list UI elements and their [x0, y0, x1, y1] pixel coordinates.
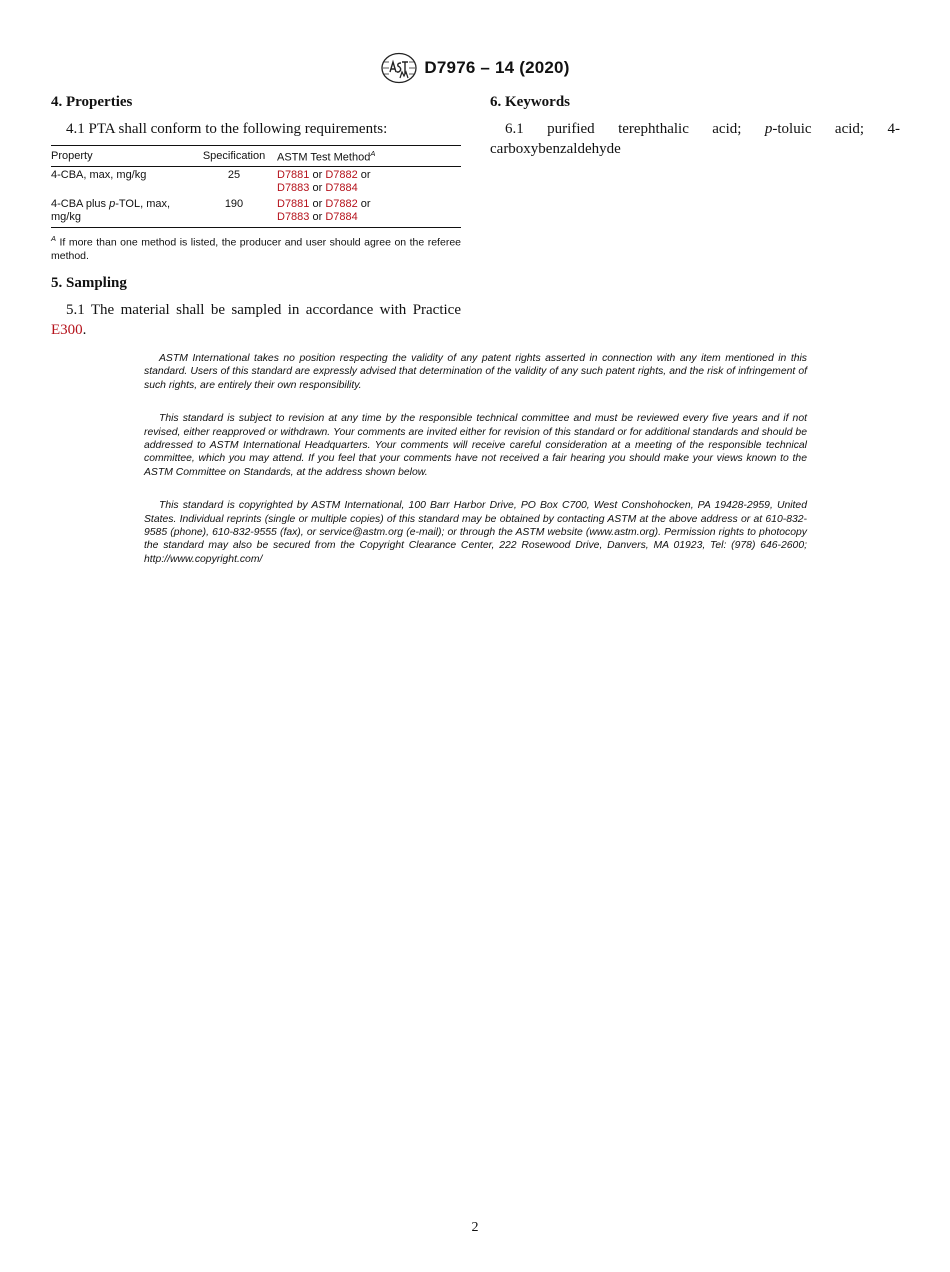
- cell-spec: 25: [227, 168, 241, 181]
- revision-notice: This standard is subject to revision at any time by the responsible technical committee and must be reviewed every five years and if not revised, either reapproved or withdrawn. Your comments are invited either for revision of this standard or for additional standards and should be addressed to ASTM International Headquarters. Your comments will receive careful consideration at a meeting of the responsible technical committee, which you may attend. If you feel that your comments have not received a fair hearing you should make your views known to the ASTM Committee on Standards, at the address shown below.: [144, 413, 807, 478]
- method-link-d7883[interactable]: D7883: [277, 182, 310, 195]
- property-text: -TOL, max, mg/kg: [51, 197, 171, 224]
- header-property: Property: [51, 146, 191, 167]
- property-text: 4-CBA, max, mg/kg: [51, 168, 147, 181]
- cell-property: [51, 166, 191, 196]
- section-5-1-text: 5.1 The material shall be sampled in accordance with Practice: [66, 302, 461, 319]
- table-row: [51, 166, 461, 196]
- footnote-marker: A: [370, 149, 376, 158]
- section-6-heading: 6. Keywords: [490, 94, 570, 110]
- section-5-heading: 5. Sampling: [51, 275, 127, 292]
- right-column: [490, 94, 900, 159]
- patent-notice: ASTM International takes no position respecting the validity of any patent rights asserted in connection with any item mentioned in this standard. Users of this standard are expressly advised that determination of the validity of any such patent rights, and the risk of infringement of such rights, are entirely their own responsibility.: [144, 353, 807, 391]
- property-text-italic: p: [109, 197, 116, 210]
- astm-logo-icon: [380, 52, 418, 84]
- footnote-marker: A: [51, 233, 57, 243]
- table-header-row: [51, 146, 461, 167]
- method-link-d7882[interactable]: D7882: [325, 168, 358, 181]
- method-separator: or: [309, 197, 326, 210]
- page-number: 2: [471, 1220, 479, 1235]
- requirements-table: [51, 145, 461, 228]
- practice-link-e300[interactable]: E300: [51, 322, 83, 339]
- method-link-d7884[interactable]: D7884: [325, 211, 358, 224]
- section-5-1-end: .: [82, 322, 87, 339]
- property-text: 4-CBA plus: [51, 197, 110, 210]
- method-separator: or: [309, 168, 326, 181]
- page-header: [0, 52, 950, 84]
- keywords-text: -toluic acid; 4-carboxybenzaldehyde: [490, 121, 900, 157]
- method-separator: or: [309, 182, 326, 195]
- method-separator: or: [309, 211, 326, 224]
- cell-methods: [277, 166, 461, 196]
- section-6-1-paragraph: [490, 119, 900, 159]
- method-link-d7884[interactable]: D7884: [325, 182, 358, 195]
- table-row: [51, 196, 461, 228]
- section-5-1-paragraph: [51, 300, 461, 340]
- document-id: D7976 – 14 (2020): [424, 58, 570, 77]
- method-link-d7883[interactable]: D7883: [277, 211, 310, 224]
- header-test-method: [277, 146, 461, 167]
- table-footnote: [51, 232, 461, 264]
- cell-spec: 190: [191, 196, 277, 228]
- legal-notices: [144, 352, 807, 586]
- keywords-text-italic: p: [764, 121, 773, 137]
- keywords-text: 6.1 purified terephthalic acid;: [505, 121, 765, 137]
- cell-property: [51, 196, 191, 228]
- header-specification: Specification: [191, 146, 277, 167]
- section-4-1-paragraph: 4.1 PTA shall conform to the following requirements:: [66, 121, 388, 137]
- method-separator: or: [357, 197, 371, 210]
- header-test-method-label: ASTM Test Method: [277, 151, 371, 164]
- cell-methods: [277, 196, 461, 228]
- method-separator: or: [357, 168, 371, 181]
- section-4-heading: 4. Properties: [51, 94, 133, 110]
- footnote-text: If more than one method is listed, the producer and user should agree on the referee method.: [51, 236, 461, 262]
- copyright-notice: This standard is copyrighted by ASTM International, 100 Barr Harbor Drive, PO Box C700, West Conshohocken, PA 19428-2959, United States. Individual reprints (single or multiple copies) of this standard may be obtained by contacting ASTM at the above address or at 610-832-9585 (phone), 610-832-9555 (fax), or service@astm.org (e-mail); or through the ASTM website (www.astm.org). Permission rights to photocopy the standard may also be secured from the Copyright Clearance Center, 222 Rosewood Drive, Danvers, MA 01923, Tel: (978) 646-2600; http://www.copyright.com/: [144, 500, 807, 565]
- method-link-d7881[interactable]: D7881: [277, 168, 310, 181]
- method-link-d7882[interactable]: D7882: [325, 197, 358, 210]
- left-column: [51, 94, 461, 340]
- method-link-d7881[interactable]: D7881: [277, 197, 310, 210]
